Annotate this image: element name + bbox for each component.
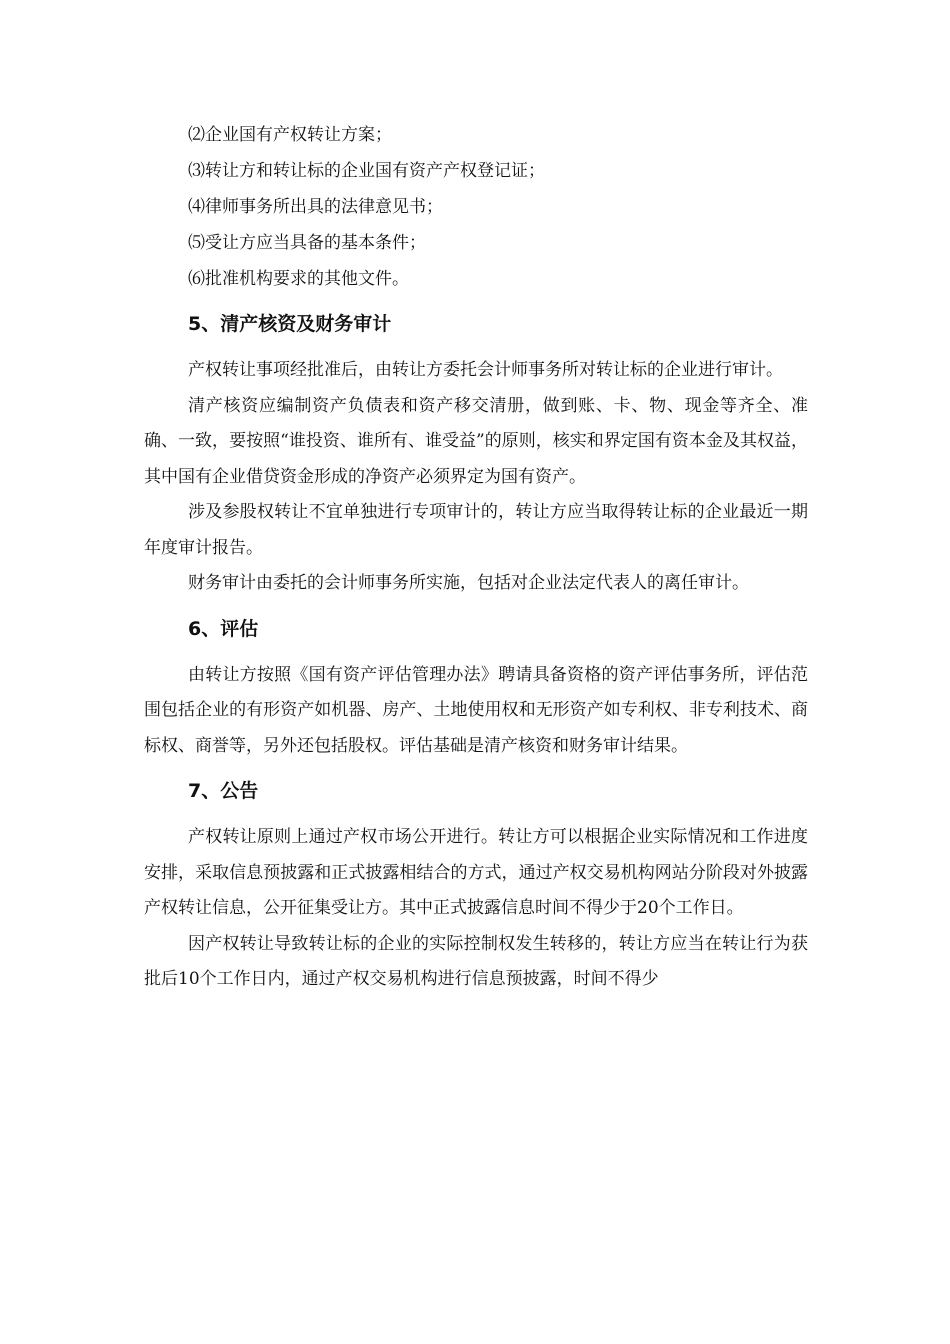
paragraph: 财务审计由委托的会计师事务所实施，包括对企业法定代表人的离任审计。 [188, 573, 749, 593]
paragraph: 由转让方按照《国有资产评估管理办法》聘请具备资格的资产评估事务所，评估范围包括企业的有形资产如机器、房产、土地使用权和无形资产如专利权、非专利技术、商标权、商誉等，另外还包括股权。评估基础是清产核资和财务审计结果。 [144, 664, 808, 756]
section-evaluation [144, 616, 808, 765]
list-item: ⑸受让方应当具备的基本条件； [188, 233, 426, 253]
section-audit [144, 311, 808, 602]
paragraph: 涉及参股权转让不宜单独进行专项审计的，转让方应当取得转让标的企业最近一期年度审计报告。 [144, 502, 808, 558]
list-item: ⑷律师事务所出具的法律意见书； [188, 197, 443, 217]
list-item: ⑶转让方和转让标的企业国有资产产权登记证； [188, 161, 545, 181]
paragraph: 产权转让原则上通过产权市场公开进行。转让方可以根据企业实际情况和工作进度安排，采取信息预披露和正式披露相结合的方式，通过产权交易机构网站分阶段对外披露产权转让信息，公开征集受让方。其中正式披露信息时间不得少于20个工作日。 [144, 827, 808, 918]
paragraph: 因产权转让导致转让标的企业的实际控制权发生转移的，转让方应当在转让行为获批后10个工作日内，通过产权交易机构进行信息预披露，时间不得少 [144, 933, 808, 989]
paragraph: 产权转让事项经批准后，由转让方委托会计师事务所对转让标的企业进行审计。 [188, 360, 783, 380]
section-heading: 6、评估 [188, 617, 259, 640]
required-documents-list [144, 117, 808, 297]
list-item: ⑵企业国有产权转让方案； [188, 125, 392, 145]
section-announcement [144, 778, 808, 998]
paragraph: 清产核资应编制资产负债表和资产移交清册，做到账、卡、物、现金等齐全、准确、一致，要按照“谁投资、谁所有、谁受益”的原则，核实和界定国有资本金及其权益，其中国有企业借贷资金形成的净资产必须界定为国有资产。 [144, 395, 808, 487]
section-heading: 5、清产核资及财务审计 [188, 313, 392, 335]
section-heading: 7、公告 [188, 780, 259, 802]
document-page [144, 117, 808, 998]
list-item: ⑹批准机构要求的其他文件。 [188, 269, 409, 289]
